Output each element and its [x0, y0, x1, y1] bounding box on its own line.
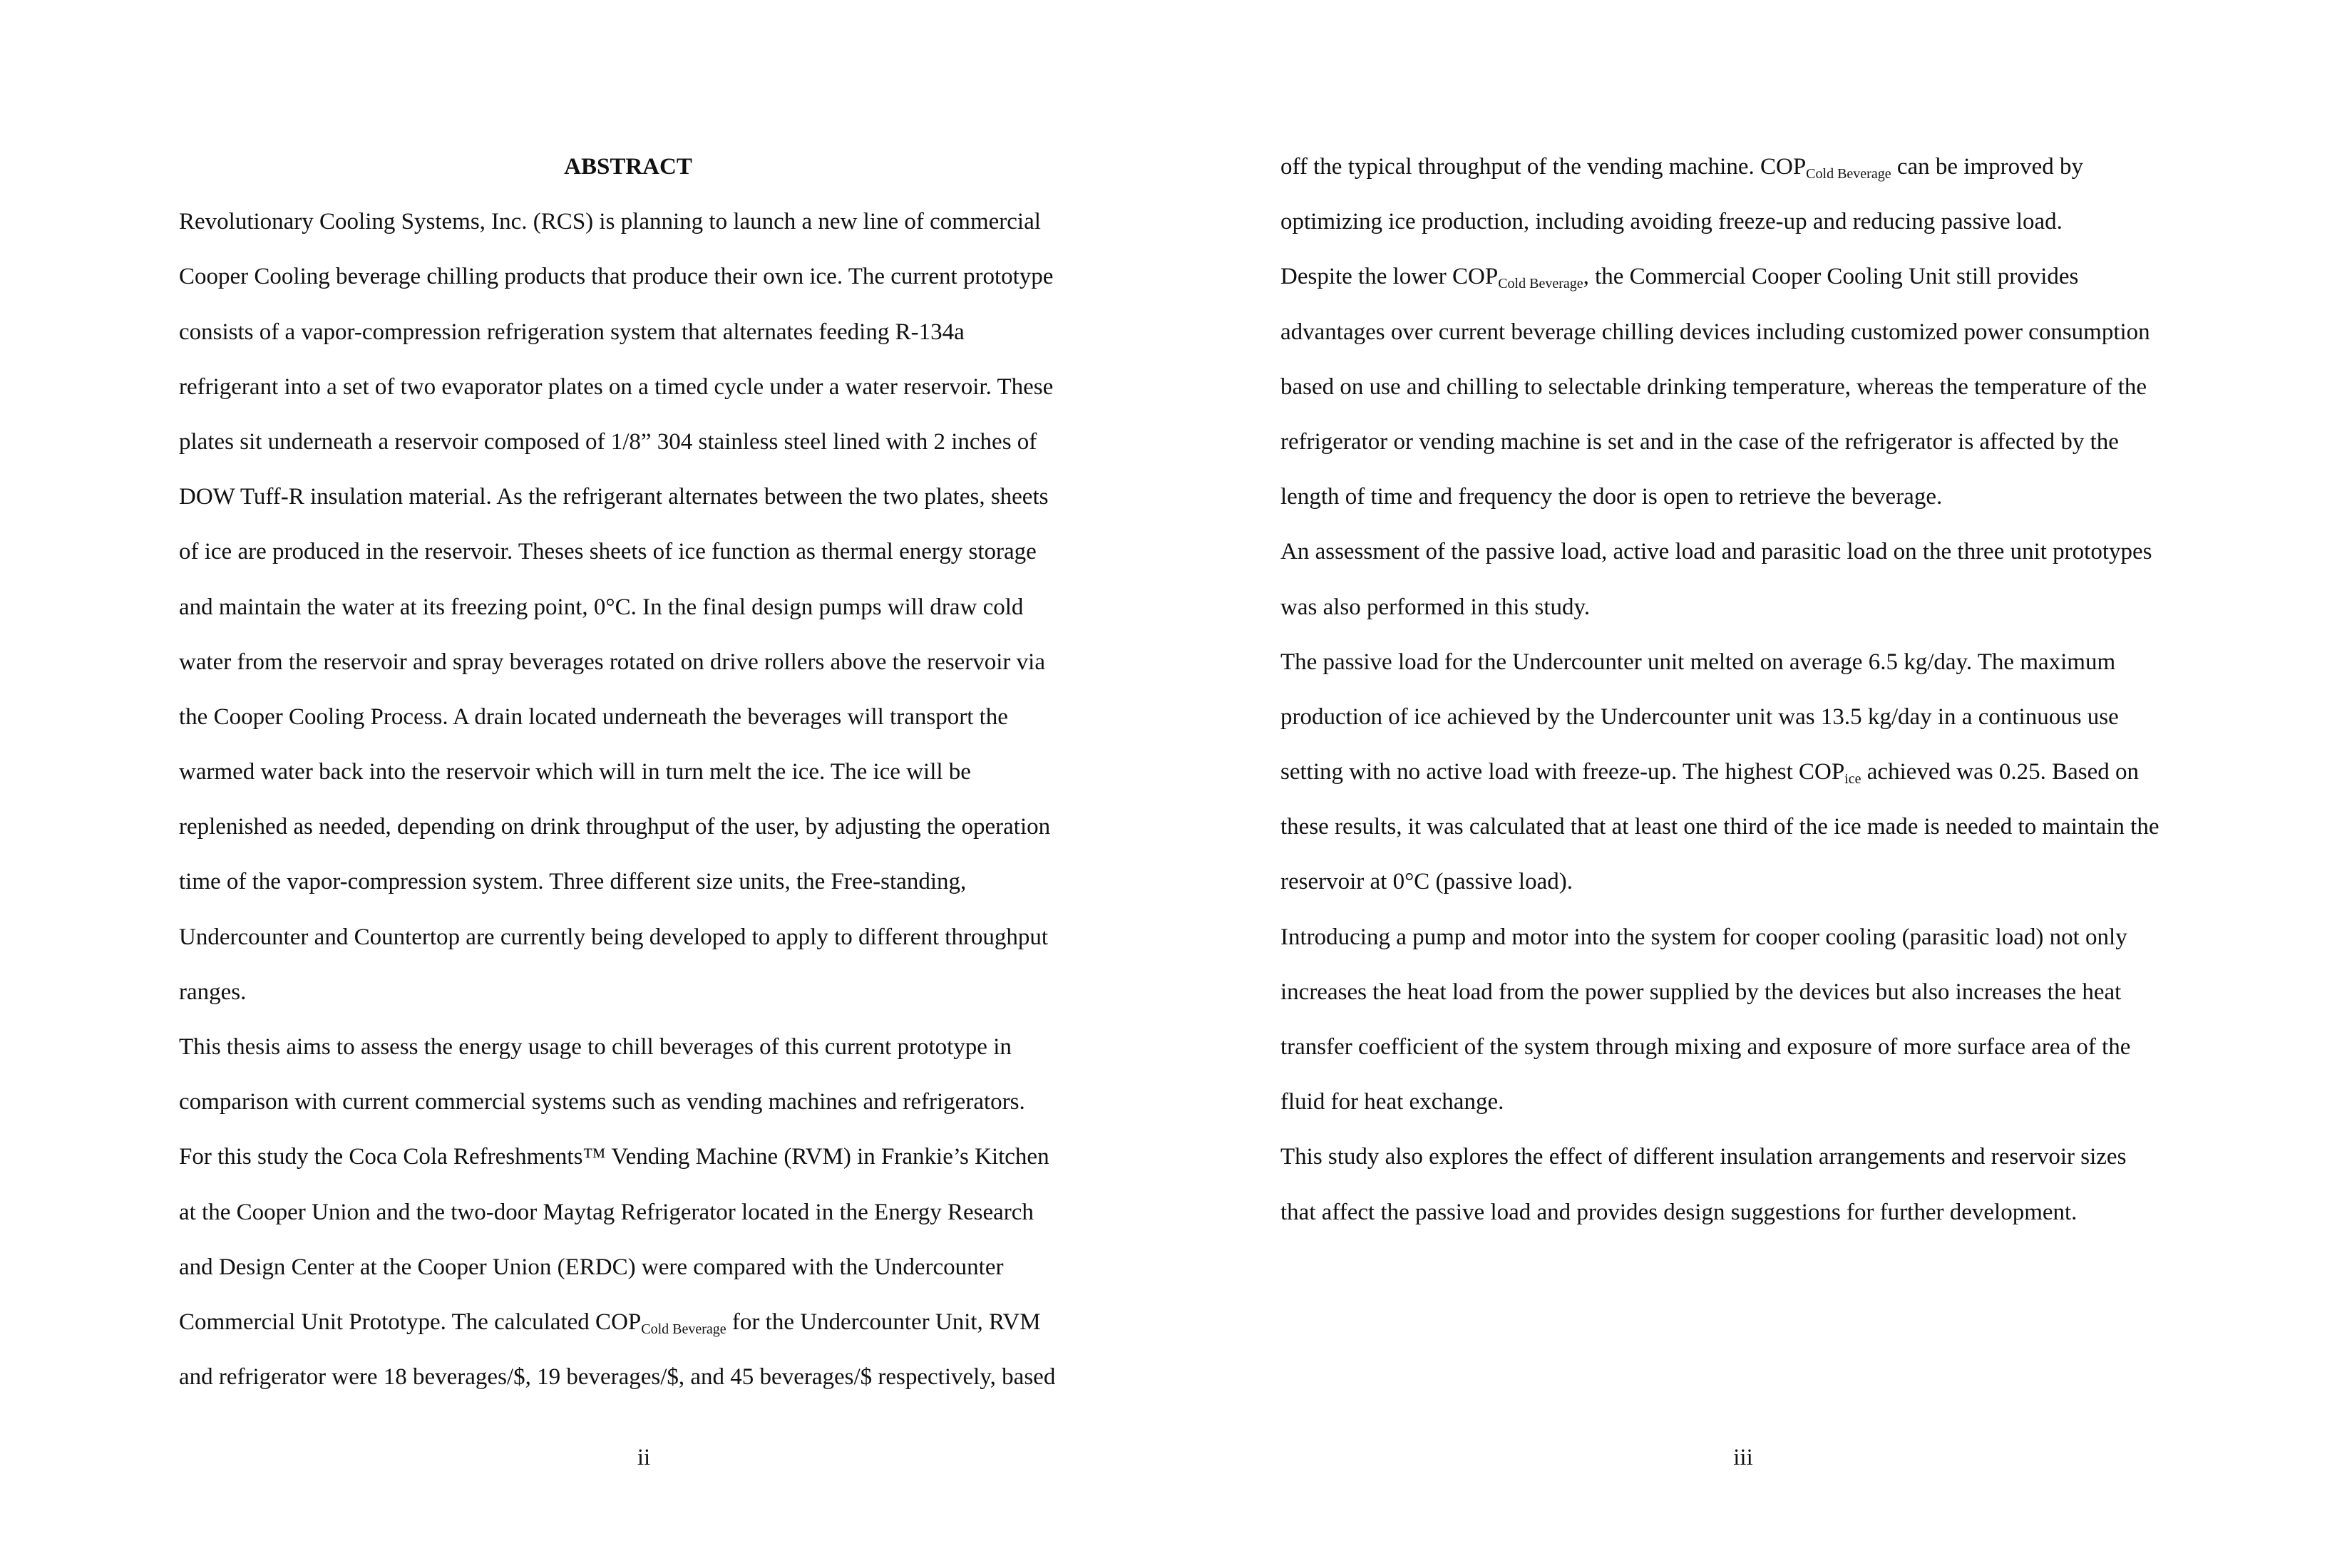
text-line: ranges.	[179, 979, 247, 1005]
subscript: Cold Beverage	[641, 1321, 726, 1337]
text-line: water from the reservoir and spray beverages rotated on drive rollers above the reservoir via	[179, 649, 1045, 675]
text-line: of ice are produced in the reservoir. Theses sheets of ice function as thermal energy storage	[179, 539, 1037, 565]
text-line: and Design Center at the Cooper Union (ERDC) were compared with the Undercounter	[179, 1254, 1004, 1280]
text-line	[1280, 745, 2200, 800]
text-line: production of ice achieved by the Undercounter unit was 13.5 kg/day in a continuous use	[1280, 703, 2119, 730]
text-line: Revolutionary Cooling Systems, Inc. (RCS) is planning to launch a new line of commercial	[179, 209, 1041, 235]
text-line: and refrigerator were 18 beverages/$, 19 beverages/$, and 45 beverages/$ respectively, based	[179, 1364, 1056, 1391]
text-line: replenished as needed, depending on drink throughput of the user, by adjusting the operation	[179, 814, 1051, 840]
line-text-after-subscript: achieved was 0.25. Based on	[1861, 759, 2140, 785]
subscript: Cold Beverage	[1498, 276, 1583, 292]
text-line: Introducing a pump and motor into the system for cooper cooling (parasitic load) not only	[1280, 924, 2127, 950]
text-line	[179, 1295, 1077, 1350]
line-text-after-subscript: , the Commercial Cooper Cooling Unit still provides	[1583, 264, 2079, 290]
text-line: was also performed in this study.	[1280, 594, 1591, 620]
abstract-heading: ABSTRACT	[564, 154, 692, 180]
text-line: Cooper Cooling beverage chilling products that produce their own ice. The current prototype	[179, 264, 1054, 290]
text-line	[1280, 249, 2200, 304]
subscript: Cold Beverage	[1806, 166, 1891, 182]
line-text-after-subscript: can be improved by	[1891, 154, 2083, 180]
text-line: optimizing ice production, including avoiding freeze-up and reducing passive load.	[1280, 209, 2063, 235]
text-line: fluid for heat exchange.	[1280, 1089, 1504, 1115]
page-number-right: iii	[1733, 1445, 1753, 1470]
text-line: and maintain the water at its freezing point, 0°C. In the final design pumps will draw cold	[179, 594, 1024, 620]
text-line: increases the heat load from the power supplied by the devices but also increases the heat	[1280, 979, 2122, 1005]
line-text-before-subscript: off the typical throughput of the vending machine. COP	[1280, 154, 1807, 180]
line-text-before-subscript: setting with no active load with freeze-up. The highest COP	[1280, 759, 1845, 785]
text-line: these results, it was calculated that at least one third of the ice made is needed to maintain the	[1280, 814, 2159, 840]
text-line: The passive load for the Undercounter unit melted on average 6.5 kg/day. The maximum	[1280, 649, 2116, 675]
text-line: comparison with current commercial systems such as vending machines and refrigerators.	[179, 1089, 1025, 1115]
text-line: reservoir at 0°C (passive load).	[1280, 869, 1573, 895]
text-line: This thesis aims to assess the energy usage to chill beverages of this current prototype in	[179, 1034, 1012, 1060]
text-line: This study also explores the effect of different insulation arrangements and reservoir sizes	[1280, 1144, 2127, 1170]
left-paragraph-lines	[179, 195, 1077, 1405]
right-text-column	[1280, 140, 2200, 1240]
text-line: consists of a vapor-compression refrigeration system that alternates feeding R-134a	[179, 319, 965, 345]
text-line: plates sit underneath a reservoir composed of 1/8” 304 stainless steel lined with 2 inches of	[179, 428, 1037, 455]
right-page	[1174, 0, 2347, 1568]
right-paragraph-lines	[1280, 140, 2200, 1240]
text-line: refrigerant into a set of two evaporator plates on a timed cycle under a water reservoir. These	[179, 373, 1054, 400]
text-line: advantages over current beverage chilling devices including customized power consumption	[1280, 319, 2150, 345]
text-line: refrigerator or vending machine is set and in the case of the refrigerator is affected by the	[1280, 428, 2119, 455]
line-text-before-subscript: Despite the lower COP	[1280, 264, 1499, 290]
text-line: time of the vapor-compression system. Three different size units, the Free-standing,	[179, 869, 967, 895]
text-line	[1280, 140, 2200, 195]
text-line: the Cooper Cooling Process. A drain located underneath the beverages will transport the	[179, 703, 1008, 730]
text-line: An assessment of the passive load, active load and parasitic load on the three unit prototypes	[1280, 539, 2152, 565]
text-line: Undercounter and Countertop are currently being developed to apply to different throughput	[179, 924, 1049, 950]
text-line: based on use and chilling to selectable drinking temperature, whereas the temperature of the	[1280, 373, 2147, 400]
page-number-left: ii	[637, 1445, 651, 1470]
text-line: at the Cooper Union and the two-door Maytag Refrigerator located in the Energy Research	[179, 1199, 1034, 1225]
subscript: ice	[1844, 771, 1861, 788]
left-text-column	[179, 140, 1077, 1405]
text-line: that affect the passive load and provides design suggestions for further development.	[1280, 1199, 2078, 1225]
line-text-before-subscript: Commercial Unit Prototype. The calculated COP	[179, 1309, 642, 1335]
text-line: transfer coefficient of the system through mixing and exposure of more surface area of the	[1280, 1034, 2131, 1060]
line-text-after-subscript: for the Undercounter Unit, RVM	[726, 1309, 1041, 1335]
text-line: warmed water back into the reservoir which will in turn melt the ice. The ice will be	[179, 759, 971, 785]
text-line: DOW Tuff-R insulation material. As the refrigerant alternates between the two plates, sheets	[179, 484, 1049, 510]
text-line: For this study the Coca Cola Refreshments™ Vending Machine (RVM) in Frankie’s Kitchen	[179, 1144, 1049, 1170]
text-line: length of time and frequency the door is open to retrieve the beverage.	[1280, 484, 1943, 510]
